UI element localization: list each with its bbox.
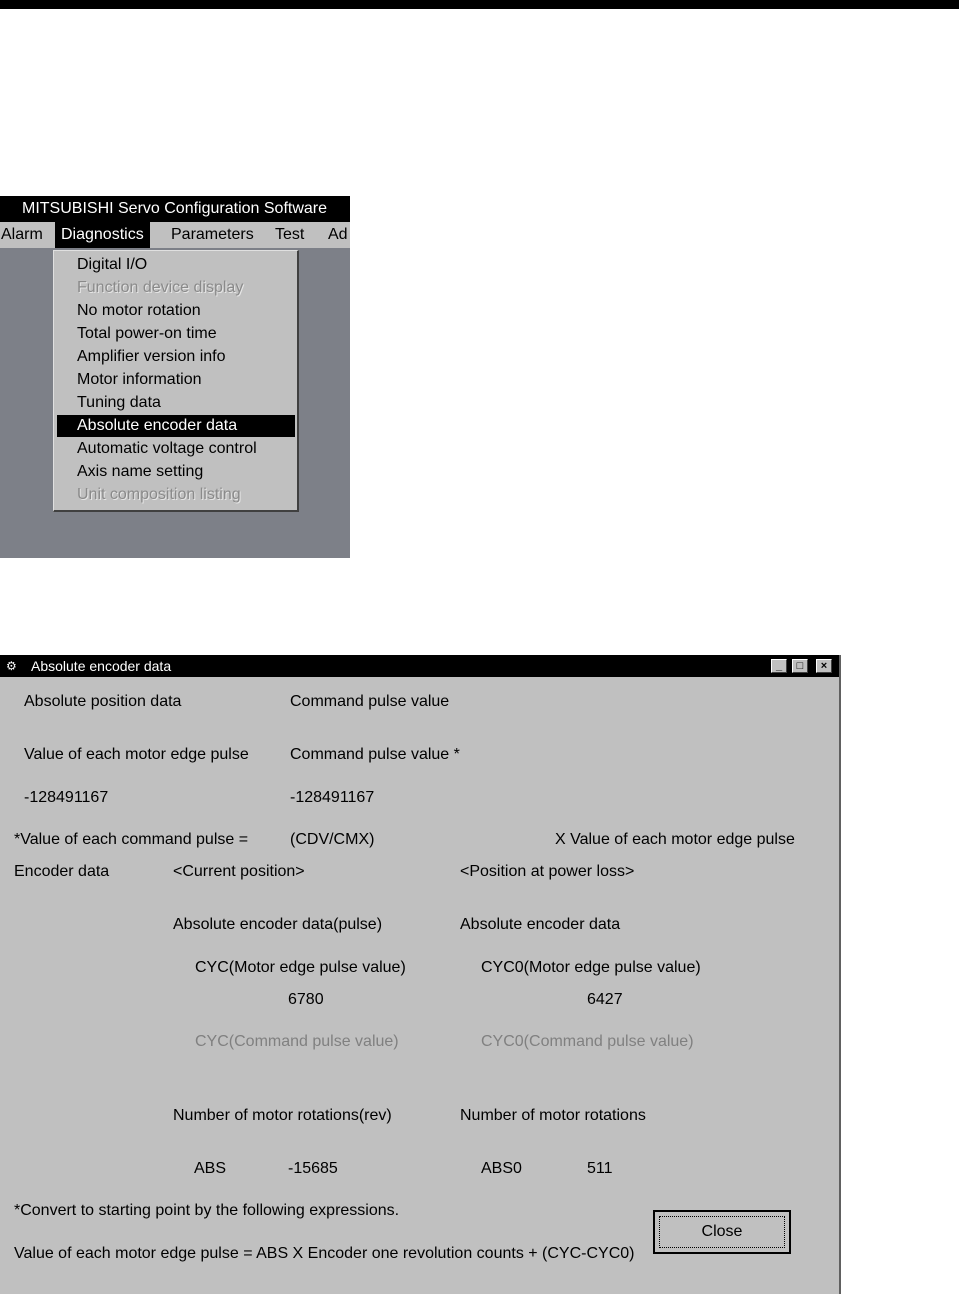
menu-advanced[interactable]: Ad [328,226,348,243]
motor-edge-pulse-label: Value of each motor edge pulse [24,746,249,763]
cyc0-motor-edge-label: CYC0(Motor edge pulse value) [481,959,701,976]
command-pulse-note: *Value of each command pulse = [14,831,249,848]
cyc0-command-label: CYC0(Command pulse value) [481,1033,694,1050]
cdv-cmx-note: (CDV/CMX) [290,831,375,848]
menu-parameters[interactable]: Parameters [171,226,254,243]
dialog-title-bar[interactable] [0,655,839,677]
cyc-motor-edge-value: 6780 [288,991,324,1008]
motor-edge-pulse-value: -128491167 [24,789,109,806]
menu-item-total-power-on-time[interactable]: Total power-on time [77,325,217,342]
menu-alarm[interactable]: Alarm [1,226,43,243]
cyc-motor-edge-label: CYC(Motor edge pulse value) [195,959,406,976]
diagnostics-dropdown [53,250,299,512]
menu-item-axis-name-setting[interactable]: Axis name setting [77,463,204,480]
close-button-label: Close [659,1216,785,1248]
maximize-icon[interactable]: □ [792,659,808,673]
app-title: MITSUBISHI Servo Configuration Software [22,200,328,217]
menu-item-digital-io[interactable]: Digital I/O [77,256,148,273]
menu-bar [0,222,350,248]
menu-item-automatic-voltage-control[interactable]: Automatic voltage control [77,440,257,457]
cyc0-motor-edge-value: 6427 [587,991,623,1008]
command-pulse-value: -128491167 [290,789,375,806]
menu-item-amplifier-version-info[interactable]: Amplifier version info [77,348,226,365]
abs-label: ABS [194,1160,227,1177]
close-icon[interactable]: × [816,659,832,673]
power-loss-abs-encoder-data-label: Absolute encoder data [460,916,621,933]
cyc-command-label: CYC(Command pulse value) [195,1033,399,1050]
command-pulse-label: Command pulse value * [290,746,460,763]
abs0-label: ABS0 [481,1160,522,1177]
menu-item-unit-composition-listing: Unit composition listing [77,486,241,503]
absolute-encoder-dialog [0,655,841,1294]
current-abs-encoder-data-label: Absolute encoder data(pulse) [173,916,383,933]
menu-diagnostics[interactable]: Diagnostics [55,222,150,248]
convert-note: *Convert to starting point by the following expressions. [14,1202,400,1219]
current-position-header: <Current position> [173,863,305,880]
power-loss-header: <Position at power loss> [460,863,635,880]
abs0-value: 511 [587,1160,613,1177]
dialog-title: Absolute encoder data [31,658,172,674]
current-rotations-label: Number of motor rotations(rev) [173,1107,392,1124]
servo-app-icon: ⚙ [6,659,17,673]
menu-item-absolute-encoder-data[interactable]: Absolute encoder data [57,415,295,437]
formula-text: Value of each motor edge pulse = ABS X Encoder one revolution counts + (CYC-CYC0) [14,1245,635,1262]
menu-item-tuning-data[interactable]: Tuning data [77,394,161,411]
absolute-position-data-label: Absolute position data [24,693,182,710]
menu-item-motor-information[interactable]: Motor information [77,371,202,388]
close-button[interactable] [653,1210,791,1254]
menu-screenshot [0,196,350,558]
command-pulse-value-header: Command pulse value [290,693,450,710]
menu-item-function-device-display: Function device display [77,279,244,296]
page-header-rule [0,0,959,9]
menu-item-no-motor-rotation[interactable]: No motor rotation [77,302,201,319]
minimize-icon[interactable]: _ [771,659,787,673]
x-motor-edge-note: X Value of each motor edge pulse [555,831,795,848]
encoder-data-label: Encoder data [14,863,110,880]
abs-value: -15685 [288,1160,338,1177]
power-loss-rotations-label: Number of motor rotations [460,1107,646,1124]
app-title-bar [0,196,350,222]
menu-test[interactable]: Test [275,226,305,243]
